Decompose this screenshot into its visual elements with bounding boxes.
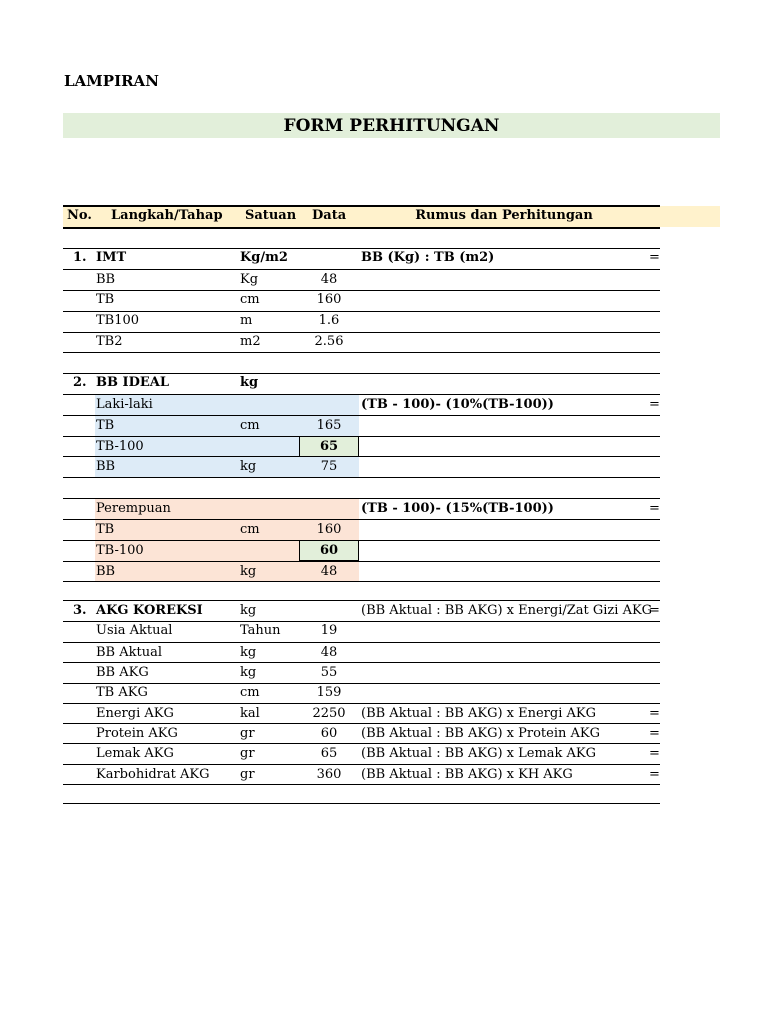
section-3-number: 3.: [73, 603, 87, 618]
header-data: Data: [312, 208, 347, 223]
row-unit: kg: [240, 459, 257, 474]
row-unit: kg: [240, 665, 257, 680]
row-formula: (BB Aktual : BB AKG) x Lemak AKG: [361, 746, 597, 761]
female-formula: (TB - 100)- (15%(TB-100)): [361, 501, 554, 516]
row-value: 19: [320, 623, 338, 638]
row-border: [63, 519, 660, 520]
row-label: Karbohidrat AKG: [96, 767, 210, 782]
header-step: Langkah/Tahap: [111, 208, 223, 223]
row-label: TB2: [96, 334, 123, 349]
header-bottom-border: [63, 227, 660, 229]
male-formula: (TB - 100)- (10%(TB-100)): [361, 397, 554, 412]
equals-sign: =: [649, 501, 660, 516]
section-1-unit: Kg/m2: [240, 250, 288, 265]
header-formula: Rumus dan Perhitungan: [415, 208, 593, 223]
row-formula: (BB Aktual : BB AKG) x KH AKG: [361, 767, 573, 782]
equals-sign: =: [649, 706, 660, 721]
header-unit: Satuan: [245, 208, 297, 223]
form-title: FORM PERHITUNGAN: [283, 116, 500, 136]
section-2-label: BB IDEAL: [96, 375, 169, 390]
row-value: 75: [320, 459, 338, 474]
row-border: [63, 332, 660, 333]
row-label: TB: [96, 418, 115, 433]
row-value: 48: [320, 564, 338, 579]
row-border: [63, 784, 660, 785]
row-value: 48: [320, 272, 338, 287]
row-unit: kal: [240, 706, 260, 721]
row-formula: (BB Aktual : BB AKG) x Protein AKG: [361, 726, 600, 741]
section-3-unit: kg: [240, 603, 257, 618]
row-border: [63, 581, 660, 582]
row-unit: gr: [240, 726, 255, 741]
row-border: [63, 311, 660, 312]
row-value: 48: [320, 645, 338, 660]
row-unit: cm: [240, 522, 260, 537]
row-unit: Kg: [240, 272, 259, 287]
row-value: 159: [316, 685, 342, 700]
row-border: [63, 662, 660, 663]
row-unit: m2: [240, 334, 261, 349]
row-unit: kg: [240, 645, 257, 660]
row-border: [63, 352, 660, 353]
row-unit: cm: [240, 292, 260, 307]
row-label: BB AKG: [96, 665, 149, 680]
row-formula: (BB Aktual : BB AKG) x Energi AKG: [361, 706, 596, 721]
row-unit: Tahun: [240, 623, 281, 638]
row-label: BB: [96, 564, 116, 579]
row-value: 2.56: [314, 334, 344, 349]
row-value: 160: [316, 522, 342, 537]
row-label: TB100: [96, 313, 140, 328]
row-label: Energi AKG: [96, 706, 174, 721]
row-label: TB: [96, 522, 115, 537]
row-border: [63, 290, 660, 291]
row-label: BB Aktual: [96, 645, 163, 660]
row-label: BB: [96, 272, 116, 287]
row-value-highlight: 60: [319, 543, 339, 558]
table-bottom-border: [63, 803, 660, 804]
row-label: TB AKG: [96, 685, 148, 700]
row-label: TB: [96, 292, 115, 307]
row-label: Lemak AKG: [96, 746, 174, 761]
equals-sign: =: [649, 767, 660, 782]
row-value: 55: [320, 665, 338, 680]
row-border: [63, 269, 660, 270]
section-2-unit: kg: [240, 375, 259, 390]
row-unit: cm: [240, 418, 260, 433]
equals-sign: =: [649, 603, 660, 618]
equals-sign: =: [649, 746, 660, 761]
row-value: 165: [316, 418, 342, 433]
row-label: Usia Aktual: [96, 623, 173, 638]
row-unit: gr: [240, 746, 255, 761]
row-border: [63, 561, 660, 562]
header-no: No.: [67, 208, 92, 223]
row-value: 2250: [312, 706, 346, 721]
section-3-formula: (BB Aktual : BB AKG) x Energi/Zat Gizi AKG: [361, 603, 653, 618]
appendix-label: LAMPIRAN: [64, 72, 159, 90]
row-value: 360: [316, 767, 342, 782]
row-unit: cm: [240, 685, 260, 700]
row-value: 65: [320, 746, 338, 761]
row-value-highlight: 65: [319, 439, 339, 454]
section-1-label: IMT: [96, 250, 127, 265]
row-unit: gr: [240, 767, 255, 782]
section-3-label: AKG KOREKSI: [96, 603, 203, 618]
row-border: [63, 540, 660, 541]
equals-sign: =: [649, 250, 660, 265]
equals-sign: =: [649, 726, 660, 741]
row-label: TB-100: [96, 439, 144, 454]
row-label: TB-100: [96, 543, 144, 558]
row-border: [63, 477, 660, 478]
section-1-number: 1.: [73, 250, 87, 265]
row-border: [63, 456, 660, 457]
row-border: [63, 436, 660, 437]
row-border: [63, 415, 660, 416]
equals-sign: =: [649, 397, 660, 412]
female-label: Perempuan: [96, 501, 171, 516]
row-label: Protein AKG: [96, 726, 178, 741]
section-2-number: 2.: [73, 375, 87, 390]
row-label: BB: [96, 459, 116, 474]
section-1-formula: BB (Kg) : TB (m2): [361, 250, 495, 265]
row-value: 1.6: [318, 313, 340, 328]
row-value: 160: [316, 292, 342, 307]
row-unit: m: [240, 313, 253, 328]
male-label: Laki-laki: [96, 397, 153, 412]
row-unit: kg: [240, 564, 257, 579]
row-border: [63, 683, 660, 684]
row-value: 60: [320, 726, 338, 741]
